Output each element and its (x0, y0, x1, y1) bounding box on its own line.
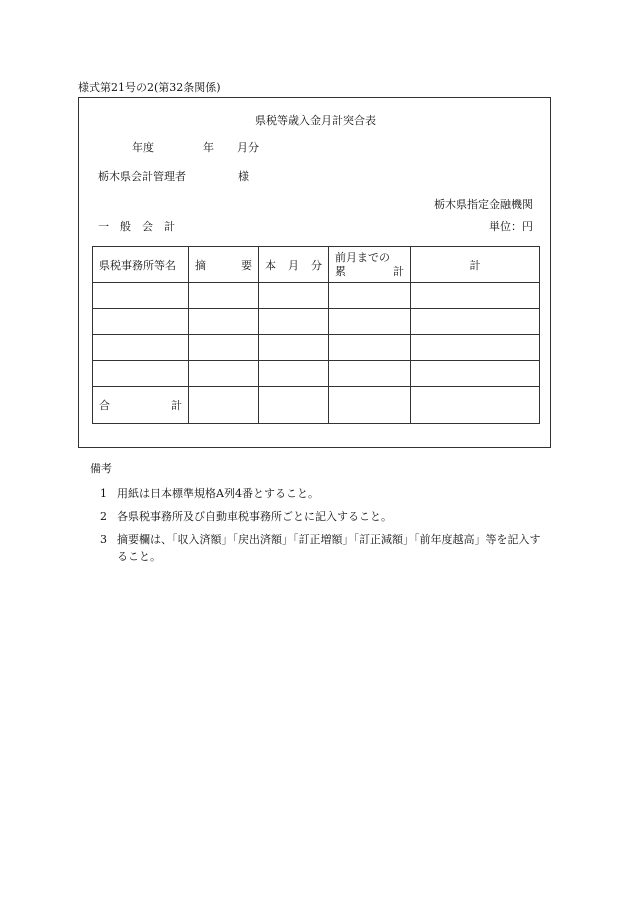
notes-section (90, 460, 550, 571)
header-total: 計 (411, 247, 540, 283)
form-title: 県税等歳入金月計突合表 (255, 114, 376, 127)
cell[interactable] (329, 361, 411, 387)
cell[interactable] (93, 309, 189, 335)
cell[interactable] (329, 387, 411, 424)
cell[interactable] (329, 283, 411, 309)
cell[interactable] (189, 387, 259, 424)
month-label: 月分 (237, 141, 259, 154)
cell[interactable] (411, 361, 540, 387)
header-office: 県税事務所等名 (93, 247, 189, 283)
header-prev-cumulative: 前月までの 累 計 (329, 247, 411, 283)
total-row (93, 387, 540, 424)
notes-heading: 備考 (90, 462, 112, 475)
fiscal-year-label: 年度 (132, 141, 154, 154)
cell[interactable] (411, 335, 540, 361)
cell[interactable] (411, 387, 540, 424)
sender-bank: 栃木県指定金融機関 (434, 198, 533, 211)
table-row (93, 309, 540, 335)
addressee: 栃木県会計管理者 (98, 170, 186, 183)
cell[interactable] (411, 309, 540, 335)
header-this-month: 本 月 分 (259, 247, 329, 283)
cell[interactable] (411, 283, 540, 309)
account-type: 一 般 会 計 (98, 220, 175, 233)
note-item: 2 各県税事務所及び自動車税事務所ごとに記入すること。 (100, 510, 392, 524)
cell[interactable] (93, 283, 189, 309)
cell[interactable] (259, 387, 329, 424)
cell[interactable] (189, 309, 259, 335)
cell[interactable] (189, 283, 259, 309)
cell[interactable] (189, 335, 259, 361)
cell[interactable] (329, 335, 411, 361)
cell[interactable] (259, 335, 329, 361)
cell[interactable] (189, 361, 259, 387)
cell[interactable] (329, 309, 411, 335)
table-row (93, 335, 540, 361)
ledger-table (92, 246, 540, 424)
total-label: 合 計 (93, 387, 189, 424)
cell[interactable] (93, 361, 189, 387)
header-summary: 摘 要 (189, 247, 259, 283)
form-number-label: 様式第21号の2(第32条関係) (78, 81, 221, 94)
cell[interactable] (93, 335, 189, 361)
form-frame (78, 97, 551, 448)
year-label: 年 (203, 141, 214, 154)
honorific: 様 (238, 170, 249, 183)
cell[interactable] (259, 361, 329, 387)
cell[interactable] (259, 309, 329, 335)
note-item: 1 用紙は日本標準規格A列4番とすること。 (100, 487, 319, 500)
table-row (93, 361, 540, 387)
cell[interactable] (259, 283, 329, 309)
table-row (93, 283, 540, 309)
unit-label: 単位：円 (489, 220, 533, 233)
table-header-row (93, 247, 540, 283)
note-item: 3 摘要欄は、「収入済額」「戻出済額」「訂正増額」「訂正減額」「前年度越高」等を記入すること。 (100, 533, 541, 564)
